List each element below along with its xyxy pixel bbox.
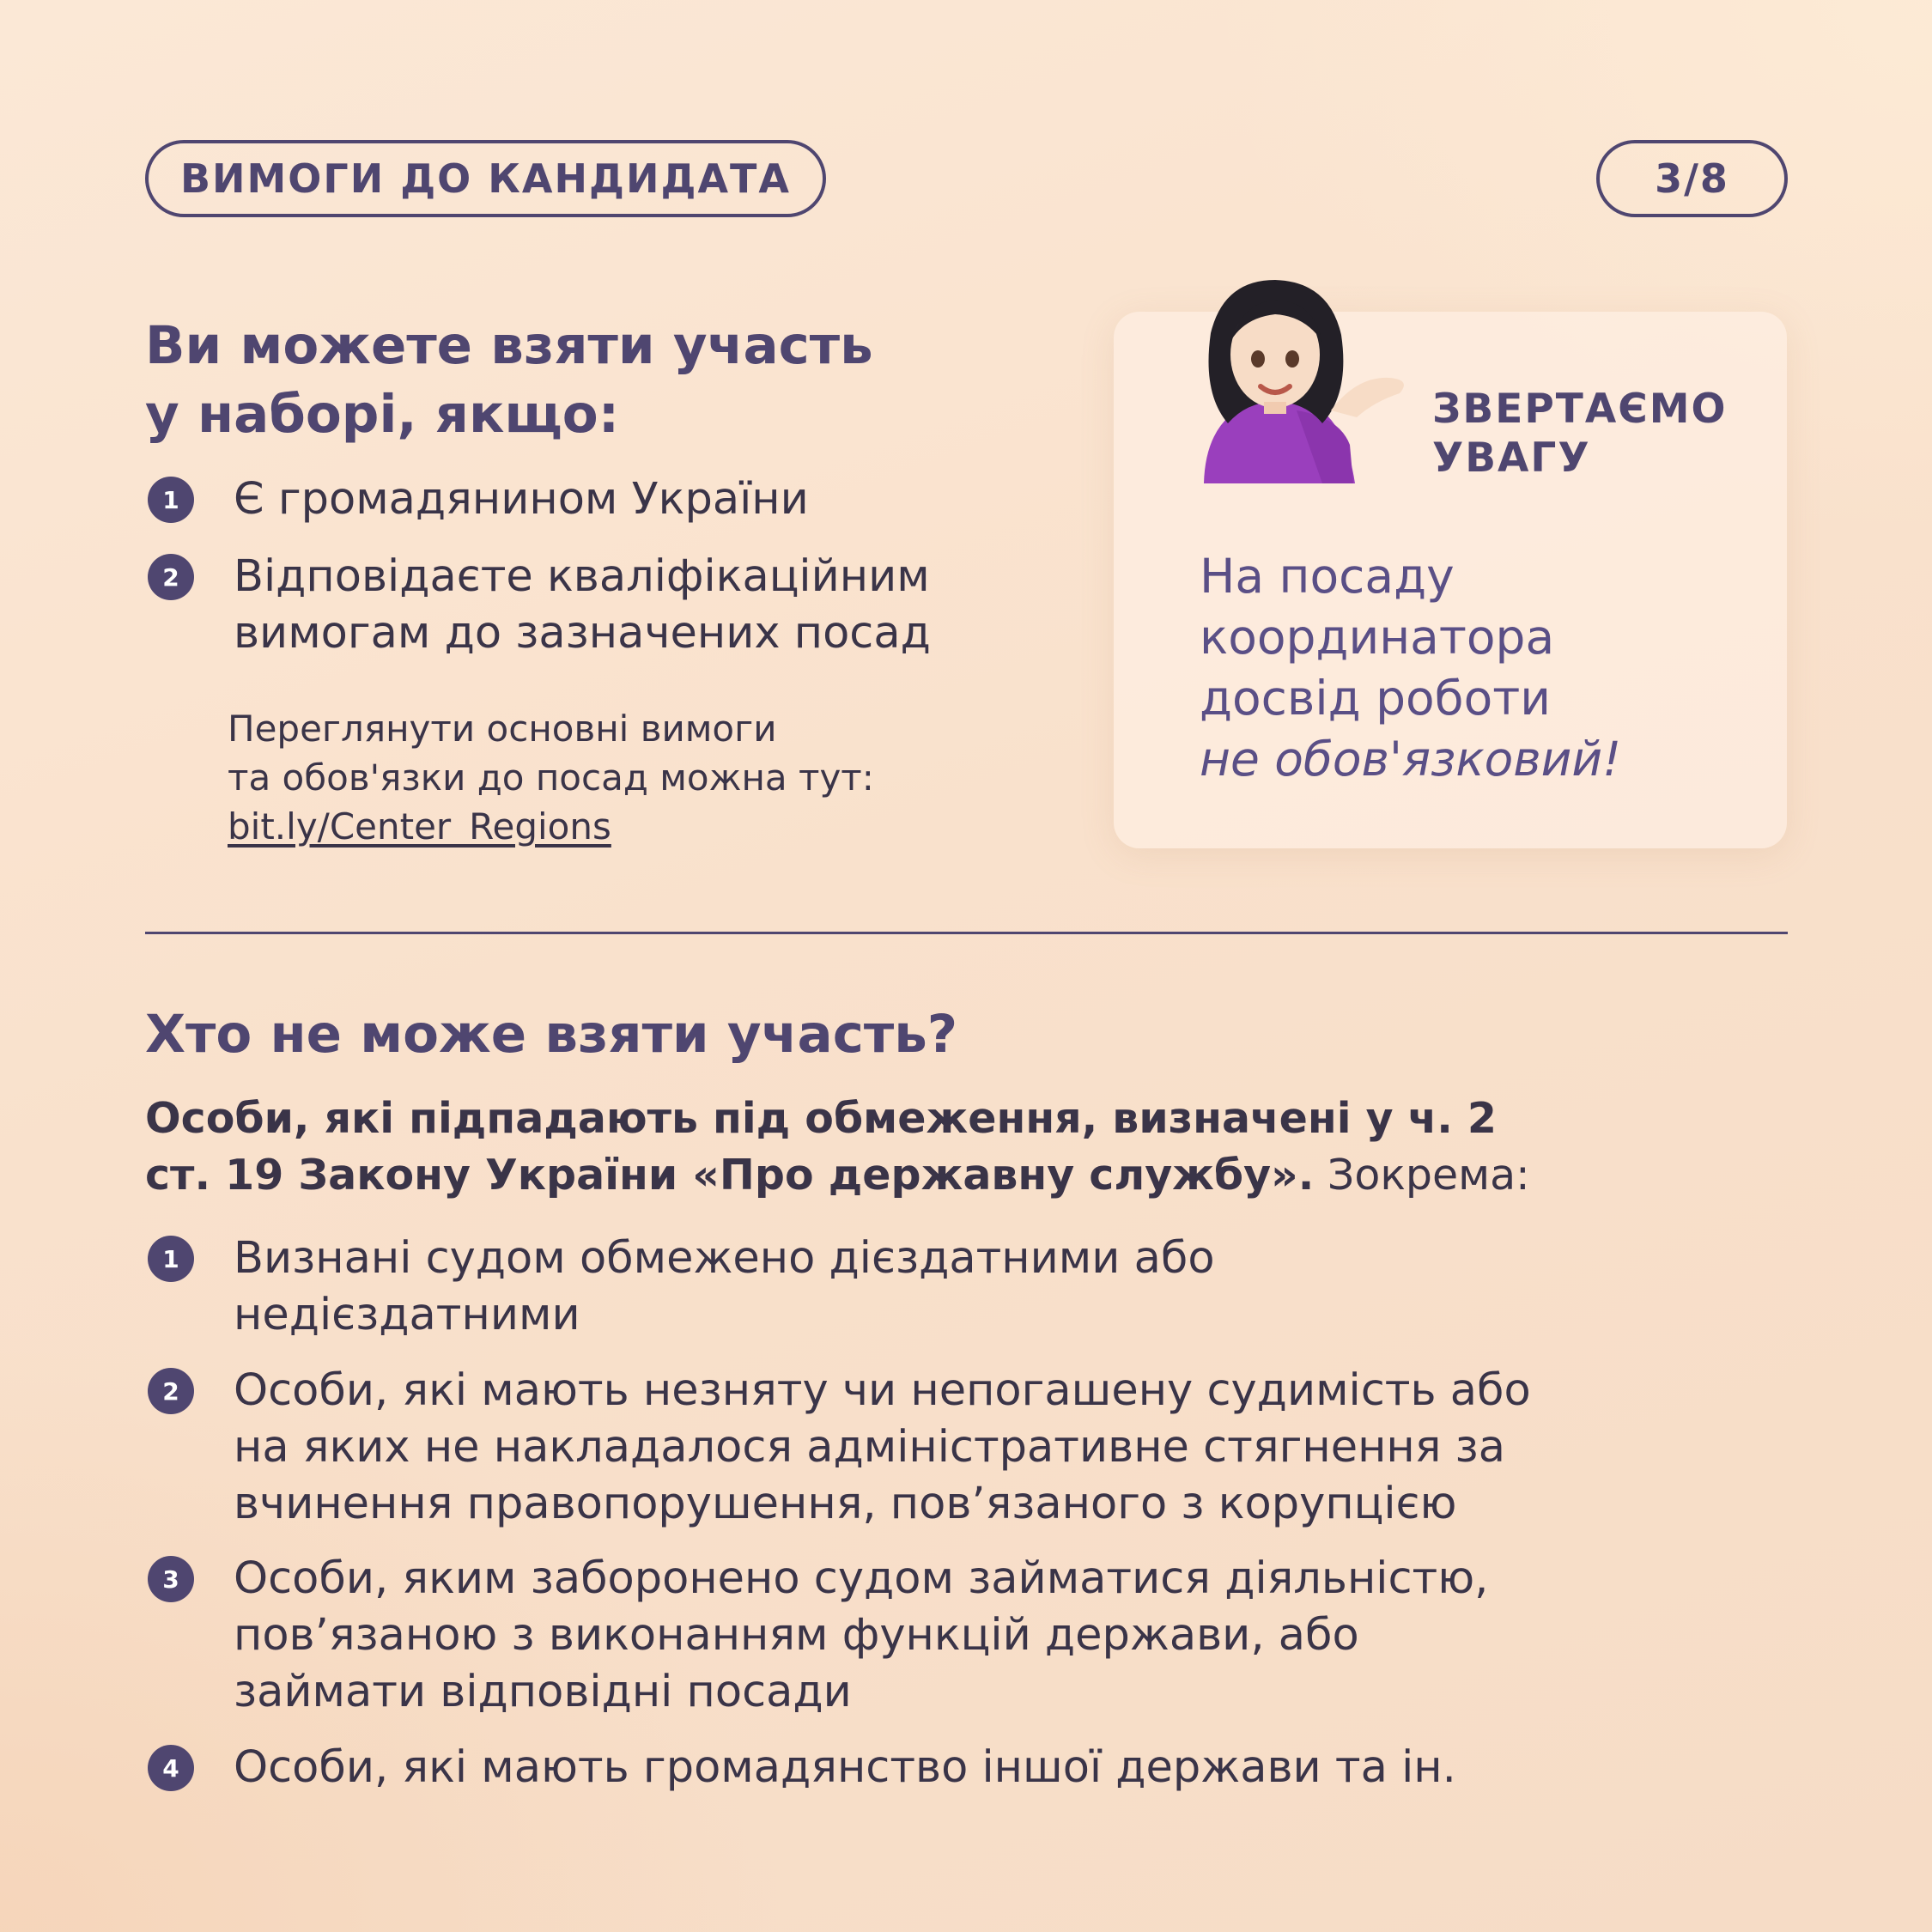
number-badge: 1 (148, 477, 194, 523)
intro-tail-text: Зокрема: (1314, 1151, 1530, 1200)
list-item-line: Особи, яким заборонено судом займатися діяльністю, (234, 1553, 1489, 1604)
note-line: Переглянути основні вимоги (228, 708, 777, 750)
attention-text (1200, 546, 1621, 790)
section-divider (145, 932, 1788, 934)
attention-text-line: досвід роботи (1200, 671, 1552, 726)
requirements-link[interactable]: bit.ly/Center_Regions (228, 805, 611, 848)
list-item-line: Визнані судом обмежено дієздатними або (234, 1233, 1215, 1284)
attention-text-line: На посаду (1200, 549, 1455, 604)
list-item-line: пов’язаною з виконанням функцій держави, або (234, 1610, 1359, 1661)
number-badge: 2 (148, 554, 194, 600)
list-item (234, 1363, 1531, 1533)
list-item-line: Особи, які мають незняту чи непогашену судимість або (234, 1365, 1531, 1416)
attention-title-line: ЗВЕРТАЄМО (1432, 386, 1728, 433)
requirements-note (228, 704, 874, 851)
list-item-line: вчинення правопорушення, пов’язаного з корупцією (234, 1479, 1457, 1529)
list-item (234, 1551, 1488, 1721)
list-item-line: Особи, які мають громадянство іншої держави та ін. (234, 1742, 1456, 1793)
attention-title-line: УВАГУ (1432, 434, 1591, 482)
intro-bold-text: Особи, які підпадають під обмеження, визначені у ч. 2 (145, 1094, 1498, 1143)
number-badge: 4 (148, 1745, 194, 1791)
list-item-line: вимогам до зазначених посад (234, 608, 931, 659)
number-badge: 3 (148, 1556, 194, 1602)
ineligible-intro (145, 1091, 1530, 1204)
number-badge: 1 (148, 1236, 194, 1282)
list-item-line: недієздатними (234, 1290, 580, 1340)
attention-text-line: координатора (1200, 610, 1555, 665)
eligible-title-line: у наборі, якщо: (145, 384, 620, 445)
list-item (234, 1230, 1215, 1344)
eligible-title-line: Ви можете взяти участь (145, 315, 873, 376)
number-badge: 2 (148, 1368, 194, 1414)
section-label-pill (145, 140, 826, 217)
eligible-title (145, 312, 873, 449)
attention-emphasis: не обов'язковий! (1200, 732, 1622, 787)
list-item-line: займати відповідні посади (234, 1667, 852, 1717)
intro-bold-text: ст. 19 Закону України «Про державну службу». (145, 1151, 1315, 1200)
list-item (234, 549, 931, 662)
section-label: ВИМОГИ ДО КАНДИДАТА (179, 155, 792, 202)
woman-tipping-hand-icon (1194, 273, 1417, 483)
page-indicator-pill (1596, 140, 1788, 217)
list-item-line: Є громадянином України (234, 474, 809, 525)
ineligible-title: Хто не може взяти участь? (145, 1004, 958, 1065)
page-indicator: 3/8 (1655, 155, 1729, 202)
attention-title (1432, 385, 1727, 483)
list-item-line: на яких не накладалося адміністративне стягнення за (234, 1422, 1506, 1473)
list-item-line: Відповідаєте кваліфікаційним (234, 551, 930, 602)
list-item (234, 1740, 1456, 1796)
note-line: та обов'язки до посад можна тут: (228, 756, 874, 799)
list-item (234, 471, 809, 528)
